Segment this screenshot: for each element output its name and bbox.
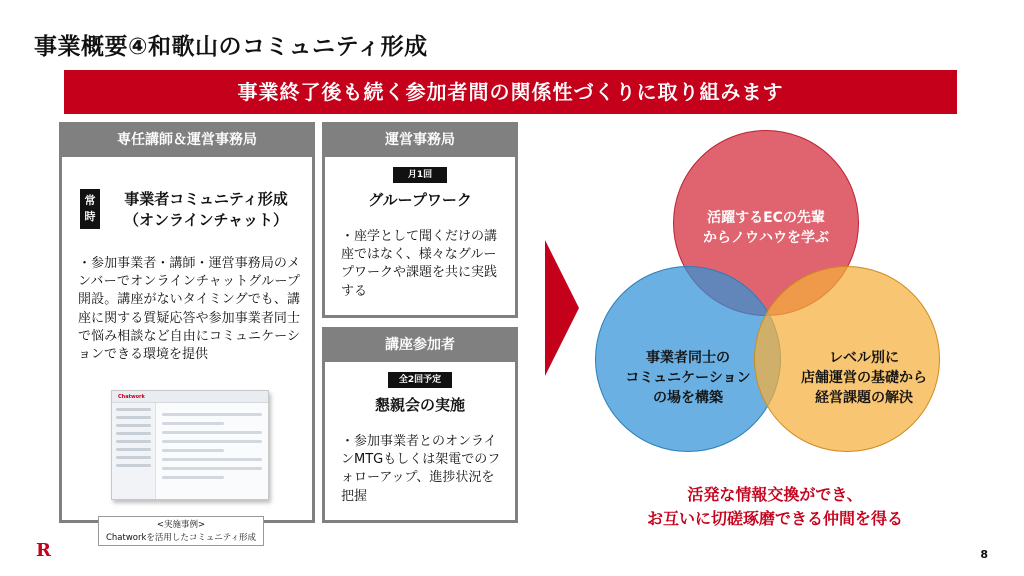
group-work-heading: グループワーク: [368, 191, 472, 209]
group-work-description: ・座学として聞くだけの講座ではなく、様々なグループワークや課題を共に実践する: [341, 229, 498, 299]
caption-line: Chatworkを活用したコミュニティ形成: [105, 533, 257, 543]
venn-label-line: 事業者同士の: [646, 350, 730, 366]
conclusion-line: お互いに切磋琢磨できる仲間を得る: [646, 509, 903, 528]
frequency-chip: 全2回予定: [388, 372, 452, 388]
conclusion-text: [590, 483, 960, 531]
rakuten-logo-icon: R: [36, 540, 51, 561]
heading-line: 事業者コミュニティ形成: [124, 190, 288, 208]
social-gathering-heading: 懇親会の実施: [374, 396, 465, 414]
conclusion-line: 活発な情報交換ができ、: [687, 485, 863, 504]
right-arrow-icon: [545, 240, 579, 376]
venn-label-line: からノウハウを学ぶ: [703, 230, 829, 246]
social-gathering-description: ・参加事業者とのオンラインMTGもしくは架電でのフォローアップ、進捗状況を把握: [341, 434, 501, 504]
social-gathering-panel: [322, 327, 518, 523]
chat-messages: [160, 407, 264, 495]
venn-label-top: [673, 208, 859, 248]
frequency-chip: 月1回: [393, 167, 447, 183]
headline-banner: 事業終了後も続く参加者間の関係性づくりに取り組みます: [64, 70, 957, 114]
venn-label-line: レベル別に: [829, 350, 899, 366]
panel-header: 講座参加者: [325, 330, 515, 362]
venn-label-left: [595, 348, 781, 408]
caption-line: <実施事例>: [156, 520, 206, 530]
venn-label-line: コミュニケーション: [625, 370, 751, 386]
page-number: 8: [980, 548, 988, 561]
page-title: 事業概要④和歌山のコミュニティ形成: [34, 34, 428, 60]
venn-label-line: 経営課題の解決: [815, 390, 913, 406]
venn-label-line: 店舗運営の基礎から: [801, 370, 927, 386]
chat-screenshot: [111, 390, 269, 500]
community-description: ・参加事業者・講師・運営事務局のメンバーでオンラインチャットグループ開設。講座がないタイミングでも、講座に関する質疑応答や参加事業者同士で悩み相談など自由にコミュニケーションできる環境を提供: [78, 256, 300, 363]
group-work-panel: [322, 122, 518, 318]
community-heading: [106, 189, 306, 231]
example-caption: [98, 516, 264, 546]
venn-label-line: の場を構築: [653, 390, 723, 406]
venn-label-line: 活躍するECの先輩: [707, 210, 825, 226]
venn-label-right: [771, 348, 957, 408]
always-badge: 常時: [80, 189, 100, 229]
heading-line: （オンラインチャット）: [123, 211, 289, 229]
chat-sidebar: [112, 403, 156, 499]
panel-header: 専任講師＆運営事務局: [62, 125, 312, 157]
panel-header: 運営事務局: [325, 125, 515, 157]
chat-app-logo: Chatwork: [112, 391, 268, 403]
